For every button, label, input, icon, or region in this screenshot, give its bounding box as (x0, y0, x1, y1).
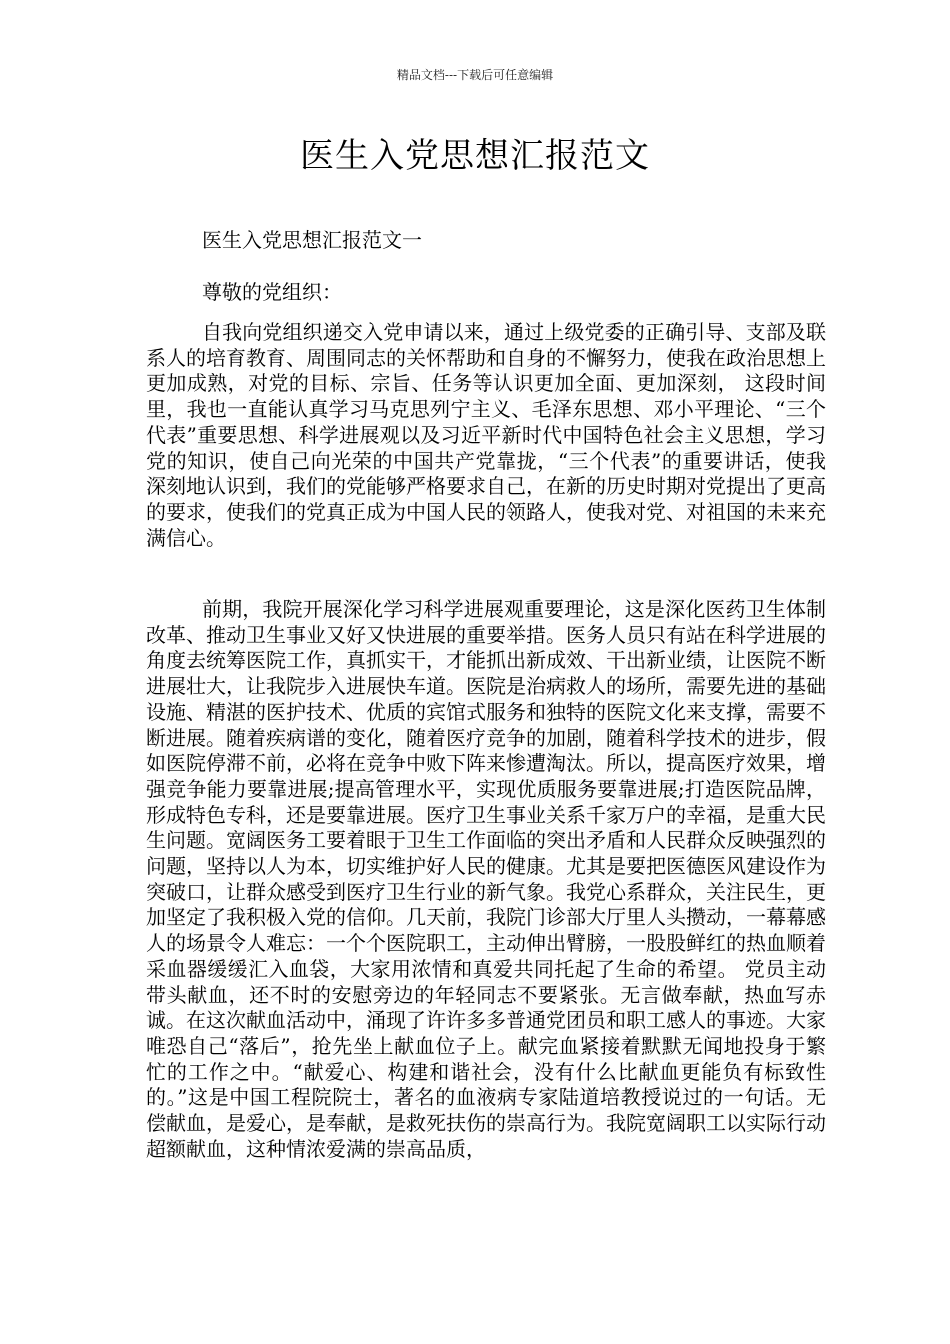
body-paragraph: 自我向党组织递交入党申请以来，通过上级党委的正确引导、支部及联系人的培育教育、周围同志的关怀帮助和自身的不懈努力，使我在政治思想上更加成熟，对党的目标、宗旨、任务等认识更加全面、更加深刻， 这段时间里，我也一直能认真学习马克思列宁主义、毛泽东思想、邓小平理论、“三个代表”重要思想、科学进展观以及习近平新时代中国特色社会主义思想，学习党的知识，使自己向光荣的中国共产党靠拢，“三个代表”的重要讲话，使我深刻地认识到，我们的党能够严格要求自己，在新的历史时期对党提出了更高的要求，使我们的党真正成为中国人民的领路人，使我对党、对祖国的未来充满信心。 (146, 320, 826, 550)
body-paragraph: 前期，我院开展深化学习科学进展观重要理论，这是深化医药卫生体制改革、推动卫生事业又好又快进展的重要举措。医务人员只有站在科学进展的角度去统筹医院工作，真抓实干，才能抓出新成效、干出新业绩，让医院不断进展壮大，让我院步入进展快车道。医院是治病救人的场所，需要先进的基础设施、精湛的医护技术、优质的宾馆式服务和独特的医院文化来支撑，需要不断进展。随着疾病谱的变化，随着医疗竞争的加剧，随着科学技术的进步，假如医院停滞不前，必将在竞争中败下阵来惨遭淘汰。所以，提高医疗效果，增强竞争能力要靠进展;提高管理水平，实现优质服务要靠进展;打造医院品牌，形成特色专科，还是要靠进展。医疗卫生事业关系千家万户的幸福，是重大民生问题。宽阔医务工要着眼于卫生工作面临的突出矛盾和人民群众反映强烈的问题，坚持以人为本，切实维护好人民的健康。尤其是要把医德医风建设作为突破口，让群众感受到医疗卫生行业的新气象。我党心系群众，关注民生，更加坚定了我积极入党的信仰。几天前，我院门诊部大厅里人头攒动，一幕幕感人的场景令人难忘：一个个医院职工，主动伸出臂膀，一股股鲜红的热血顺着采血器缓缓汇入血袋，大家用浓情和真爱共同托起了生命的希望。 党员主动带头献血，还不时的安慰旁边的年轻同志不要紧张。无言做奉献，热血写赤诚。在这次献血活动中，涌现了许许多多普通党团员和职工感人的事迹。大家唯恐自己“落后”，抢先坐上献血位子上。献完血紧接着默默无闻地投身于繁忙的工作之中。“献爱心、构建和谐社会，没有什么比献血更能负有标致性的。”这是中国工程院院士，著名的血液病专家陆道培教授说过的一句话。无偿献血，是爱心，是奉献，是救死扶伤的崇高行为。我院宽阔职工以实际行动超额献血，这种情浓爱满的崇高品质， (146, 597, 826, 1161)
page-header-note: 精品文档---下载后可任意编辑 (396, 68, 554, 82)
document-title: 医生入党思想汇报范文 (300, 136, 650, 176)
document-subtitle: 医生入党思想汇报范文一 (202, 228, 422, 252)
salutation: 尊敬的党组织： (202, 280, 342, 304)
